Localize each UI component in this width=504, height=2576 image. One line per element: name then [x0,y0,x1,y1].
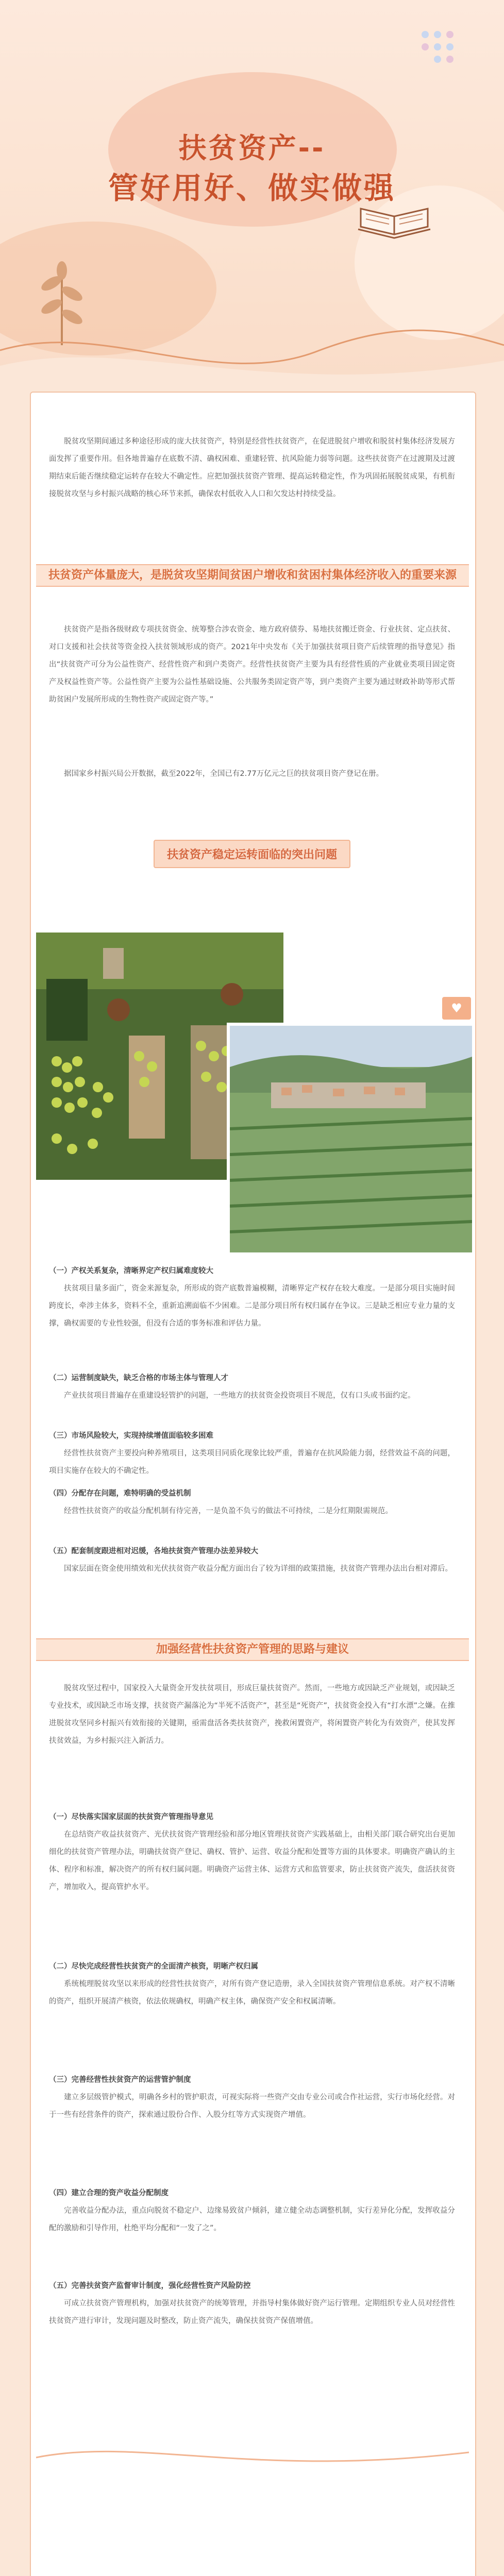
list-item-text: 建立多层级管护模式，明确各乡村的管护职责，可视实际将一些资产交由专业公司或合作社运营，实行市场化经营。对于一些有经营条件的资产，探索通过股份合作、入股分红等方式实现资产增值。 [49,2093,455,2119]
list-item-text: 可成立扶贫资产管理机构，加强对扶贫资产的统筹管理，并指导村集体做好资产运行管理。定期组织专业人员对经营性扶贫资产进行审计，发现问题及时整改，防止资产流失，确保扶贫资产保值增值。 [49,2299,455,2325]
intro-paragraph: 脱贫攻坚期间通过多种途径形成的庞大扶贫资产，特别是经营性扶贫资产，在促进脱贫户增收和脱贫村集体经济发展方面发挥了重要作用。但各地普遍存在底数不清、确权困难、重建轻管、抗风险能力弱等问题。这些扶贫资产在过渡期及过渡期结束后能否继续稳定运转存在较大不确定性。应把加强扶贫资产管理、提高运转稳定性，作为巩固拓展脱贫成果，有机衔接脱贫攻坚与乡村振兴战略的核心环节来抓，确保农村低收入人口和欠发达村持续受益。 [49,437,455,498]
list-item-text: 经营性扶贫资产的收益分配机制有待完善，一是负盈不负亏的做法不可持续，二是分红期限需规范。 [64,1507,393,1515]
heart-icon: ♥ [442,997,471,1020]
list-item-heading: （三）市场风险较大，实现持续增值面临较多困难 [49,1432,213,1440]
list-item-heading: （五）完善扶贫资产监督审计制度，强化经营性资产风险防控 [49,2282,251,2290]
section2-title: 扶贫资产稳定运转面临的突出问题 [154,840,350,868]
list-item-text: 系统梳理脱贫攻坚以来形成的经营性扶贫资产，对所有资产登记造册，录入全国扶贫资产管理信息系统。对产权不清晰的资产，组织开展清产核资，依法依规确权，明确产权主体，确保资产安全和权属清晰。 [49,1980,455,2006]
list-item-text: 经营性扶贫资产主要投向种养殖项目，这类项目同质化现象比较严重，普遍存在抗风险能力弱，经营效益不高的问题，项目实施存在较大的不确定性。 [49,1449,455,1475]
list-item-text: 完善收益分配办法，重点向脱贫不稳定户、边缘易致贫户倾斜，建立健全动态调整机制，实行差异化分配，发挥收益分配的激励和引导作用，杜绝平均分配和“一发了之”。 [49,2207,455,2232]
decor-divider [36,2432,469,2483]
section1-title: 扶贫资产体量庞大，是脱贫攻坚期间贫困户增收和贫困村集体经济收入的重要来源 [36,564,469,587]
list-item-heading: （一）尽快落实国家层面的扶贫资产管理指导意见 [49,1813,213,1821]
section3-intro: 脱贫攻坚过程中，国家投入大量资金开发扶贫项目，形成巨量扶贫资产。然而，一些地方或因缺乏产业规划，或因缺乏专业技术，或因缺乏市场支撑，扶贫资产漏落沦为“半死不活资产”，甚至是“死资产”，扶贫资金投入有“打水漂”之嫌。在推进脱贫攻坚同乡村振兴有效衔接的关键期，亟需盘活各类扶贫资产，挽救闲置资产，将闲置资产转化为有效资产，使其发挥扶贫效益，为乡村振兴注入新活力。 [49,1684,455,1745]
page-title-line2: 管好用好、做实做强 [108,171,396,206]
list-item-text: 扶贫项目量多面广，资金来源复杂，所形成的资产底数普遍模糊，清晰界定产权存在较大难度。一是部分项目实施时间跨度长，牵涉主体多，资料不全，重新追溯面临不少困难。二是部分项目所有权归属存在争议。三是缺乏相应专业力量的支撑，确权需要的专业性较强，但没有合适的事务标准和评估力量。 [49,1284,455,1328]
decor-dots [422,31,468,77]
book-icon [356,196,433,242]
list-item-heading: （二）尽快完成经营性扶贫资产的全面清产核资，明晰产权归属 [49,1962,258,1971]
list-item-text: 国家层面在资金使用绩效和光伏扶贫资产收益分配方面出台了较为详细的政策措施，扶贫资产管理办法出台相对滞后。 [64,1565,452,1573]
list-item-heading: （三）完善经营性扶贫资产的运营管护制度 [49,2076,191,2084]
list-item-text: 在总结资产收益扶贫资产、光伏扶贫资产管理经验和部分地区管理扶贫资产实践基础上，由相关部门联合研究出台更加细化的扶贫资产管理办法，明确扶贫资产登记、确权、管护、运营、收益分配和处置等方面的具体要求。明确资产确认的主体、程序和标准，解决资产的所有权归属问题。明确资产运营主体、运营方式和监管要求，防止扶贫资产流失，盘活扶贫资产，增加收入，提高管护水平。 [49,1831,455,1891]
list-item-heading: （二）运营制度缺失，缺乏合格的市场主体与管理人才 [49,1374,228,1382]
section2-title-wrapper [0,840,504,868]
list-item-text: 产业扶贫项目普遍存在重建设轻管护的问题，一些地方的扶贫资金投资项目不规范，仅有口头或书面约定。 [64,1392,415,1400]
content-card [30,392,476,2576]
section1-paragraph: 扶贫资产是指各级财政专项扶贫资金、统筹整合涉农资金、地方政府债券、易地扶贫搬迁资金、行业扶贫、定点扶贫、对口支援和社会扶贫等资金投入扶贫领域形成的资产。2021年中央发布《关于加强扶贫项目资产后续管理的指导意见》指出“扶贫资产可分为公益性资产、经营性资产和到户类资产。经营性扶贫资产主要为具有经营性质的产业就业类项目固定资产及权益性资产等。公益性资产主要为公益性基础设施、公共服务类固定资产等，到户类资产主要为通过财政补助等形式帮助贫困户发展所形成的生物性资产或固定资产等。” [49,625,455,704]
list-item-heading: （一）产权关系复杂，清晰界定产权归属难度较大 [49,1267,213,1275]
list-item-heading: （五）配套制度跟进相对迟缓，各地扶贫资产管理办法差异较大 [49,1547,258,1555]
list-item-heading: （四）建立合理的资产收益分配制度 [49,2189,169,2197]
section1-paragraph: 据国家乡村振兴局公开数据，截至2022年，全国已有2.77万亿元之巨的扶贫项目资产登记在册。 [64,770,384,778]
decor-wave [0,289,504,392]
photo-village-landscape [227,1023,475,1256]
page-title-line1: 扶贫资产-- [178,132,326,164]
header-banner [0,0,504,392]
list-item-heading: （四）分配存在问题，难特明确的受益机制 [49,1489,191,1498]
section3-title: 加强经营性扶贫资产管理的思路与建议 [36,1638,469,1661]
